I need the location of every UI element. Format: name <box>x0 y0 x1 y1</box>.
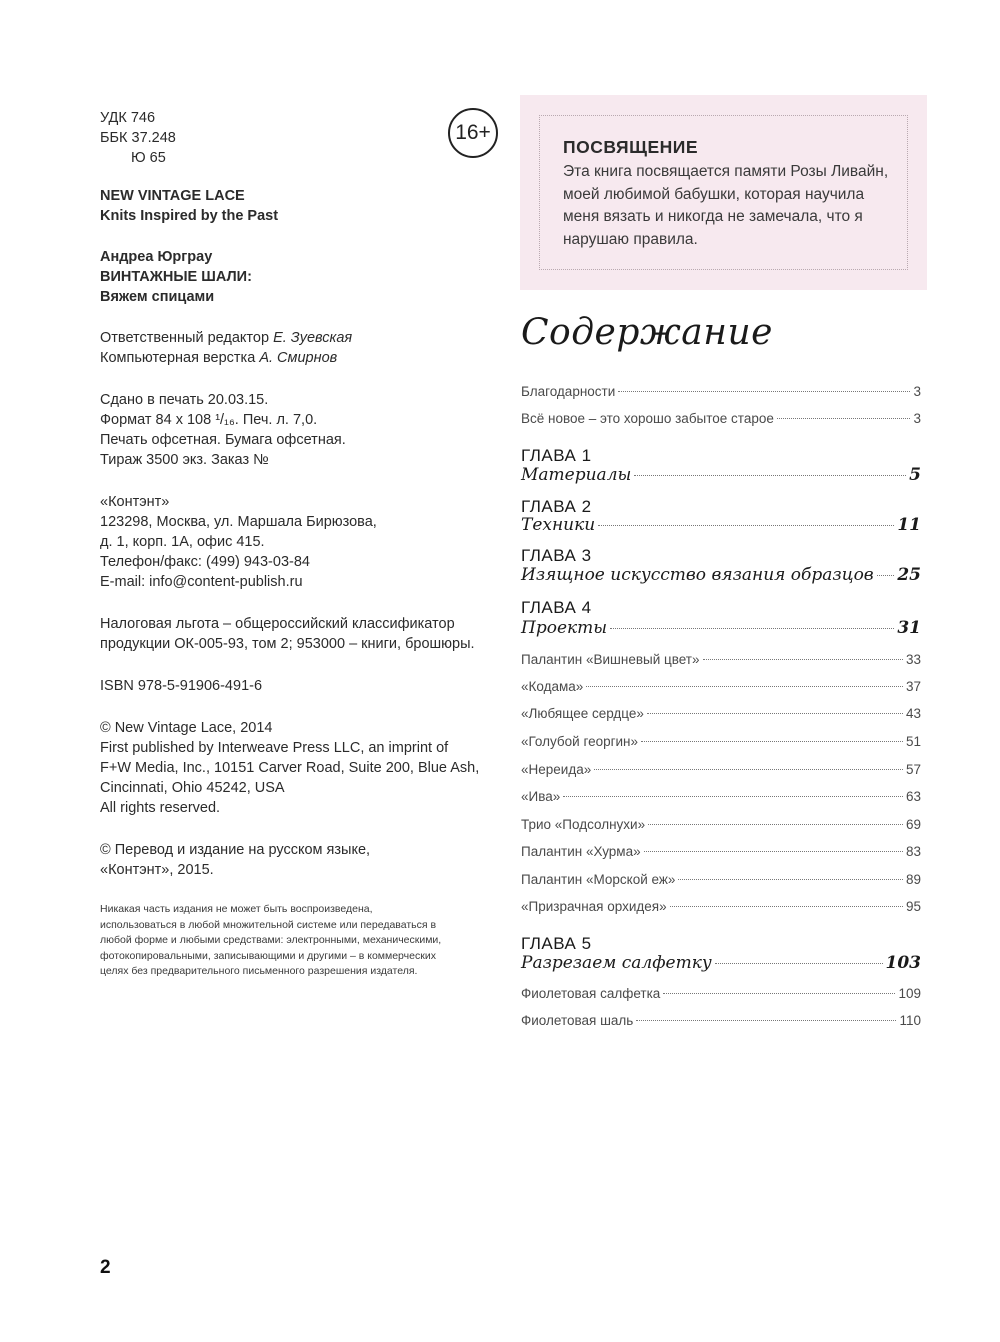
leader-dots <box>877 575 895 576</box>
tax-line: Налоговая льгота – общероссийский классификатор <box>100 616 455 632</box>
chapter-label: ГЛАВА 2 <box>521 497 592 516</box>
toc-entry-page: 43 <box>905 706 921 721</box>
translation-line: © Перевод и издание на русском языке, <box>100 842 371 858</box>
contents-title: Содержание <box>521 312 773 353</box>
toc-entry-title: «Призрачная орхидея» <box>521 899 667 914</box>
toc-chapter-entry[interactable] <box>521 618 921 638</box>
chapter-title: Изящное искусство вязания образцов <box>521 565 874 585</box>
notice-line: фотокопировальными, записывающими и другими – в коммерческих <box>100 949 436 962</box>
author-name: Андреа Юрграу <box>100 249 213 265</box>
toc-entry-title: Благодарности <box>521 384 616 399</box>
publisher-name: «Контэнт» <box>100 494 170 510</box>
leader-dots <box>670 906 903 907</box>
toc-entry[interactable] <box>521 384 921 399</box>
leader-dots <box>598 525 894 526</box>
dedication-title: ПОСВЯЩЕНИЕ <box>563 137 699 157</box>
page-number: 2 <box>100 1257 111 1278</box>
toc-entry-title: Палантин «Вишневый цвет» <box>521 652 700 667</box>
toc-entry-page: 3 <box>913 411 921 426</box>
toc-entry-page: 63 <box>905 789 921 804</box>
table-of-contents <box>521 0 921 1100</box>
isbn <box>100 676 500 696</box>
tax-line: продукции ОК-005-93, том 2; 953000 – книги, брошюры. <box>100 636 475 652</box>
original-title-line: NEW VINTAGE LACE <box>100 188 245 204</box>
editor-name: Е. Зуевская <box>273 330 353 346</box>
rights-notice <box>100 902 500 980</box>
chapter-title: Проекты <box>521 618 608 638</box>
original-title <box>100 186 500 226</box>
copyright-line: First published by Interweave Press LLC, an imprint of <box>100 740 449 756</box>
chapter-label: ГЛАВА 4 <box>521 598 592 617</box>
tax-info <box>100 614 500 654</box>
toc-entry-page: 69 <box>905 817 921 832</box>
leader-dots <box>777 418 911 419</box>
isbn-number: ISBN 978-5-91906-491-6 <box>100 678 263 694</box>
copyright-translation <box>100 840 500 880</box>
toc-entry-page: 110 <box>899 1013 921 1028</box>
copyright-original <box>100 718 500 818</box>
layout-name: А. Смирнов <box>259 350 338 366</box>
toc-entry[interactable] <box>521 679 921 694</box>
chapter-page: 25 <box>897 565 921 585</box>
chapter-label: ГЛАВА 3 <box>521 546 592 565</box>
publisher-email: E-mail: info@content-publish.ru <box>100 574 303 590</box>
classification-codes <box>100 108 500 168</box>
credits <box>100 328 500 368</box>
leader-dots <box>610 628 894 629</box>
bbk-code: ББК 37.248 <box>100 130 176 146</box>
leader-dots <box>644 851 903 852</box>
toc-entry-page: 95 <box>905 899 921 914</box>
toc-entry[interactable] <box>521 789 921 804</box>
leader-dots <box>641 741 903 742</box>
toc-entry-title: Фиолетовая салфетка <box>521 986 661 1001</box>
toc-entry[interactable] <box>521 1013 921 1028</box>
print-format: Формат 84 x 108 ¹/₁₆. Печ. л. 7,0. <box>100 412 318 428</box>
toc-entry[interactable] <box>521 872 921 887</box>
toc-entry-title: «Ива» <box>521 789 561 804</box>
notice-line: целях без предварительного письменного разрешения издателя. <box>100 965 418 977</box>
toc-entry-title: Палантин «Морской еж» <box>521 872 676 887</box>
book-title: ВИНТАЖНЫЕ ШАЛИ: <box>100 269 252 285</box>
toc-entry[interactable] <box>521 762 921 777</box>
print-date: Сдано в печать 20.03.15. <box>100 392 269 408</box>
toc-entry-title: Трио «Подсолнухи» <box>521 817 646 832</box>
notice-line: Никакая часть издания не может быть воспроизведена, <box>100 903 373 915</box>
toc-entry[interactable] <box>521 734 921 749</box>
toc-entry[interactable] <box>521 706 921 721</box>
dedication-text: Эта книга посвящается памяти Розы Ливайн, моей любимой бабушки, которая научила меня вязать и никогда не замечала, что я нарушаю правила. <box>563 163 889 248</box>
chapter-title: Материалы <box>521 465 632 485</box>
leader-dots <box>618 391 910 392</box>
notice-line: любой форме и любыми средствами: электронными, механическими, <box>100 934 442 946</box>
print-run: Тираж 3500 экз. Заказ № <box>100 452 269 468</box>
toc-entry-page: 33 <box>905 652 921 667</box>
chapter-title: Техники <box>521 515 596 535</box>
toc-entry[interactable] <box>521 844 921 859</box>
chapter-label: ГЛАВА 1 <box>521 446 592 465</box>
notice-line: использоваться в любой множительной системе или передаваться в <box>100 918 437 931</box>
toc-entry-page: 57 <box>905 762 921 777</box>
copyright-line: All rights reserved. <box>100 800 221 816</box>
toc-entry-title: Фиолетовая шаль <box>521 1013 634 1028</box>
publisher-address: 123298, Москва, ул. Маршала Бирюзова, <box>100 514 377 530</box>
copyright-line: Cincinnati, Ohio 45242, USA <box>100 780 285 796</box>
leader-dots <box>594 769 903 770</box>
print-info <box>100 390 500 470</box>
publisher-info <box>100 492 500 592</box>
leader-dots <box>703 659 903 660</box>
author-mark: Ю 65 <box>131 150 166 166</box>
toc-entry-page: 83 <box>905 844 921 859</box>
editor-label: Ответственный редактор <box>100 330 270 346</box>
toc-entry-page: 109 <box>898 986 921 1001</box>
copyright-line: © New Vintage Lace, 2014 <box>100 720 273 736</box>
leader-dots <box>634 475 906 476</box>
translation-line: «Контэнт», 2015. <box>100 862 214 878</box>
udk-code: УДК 746 <box>100 110 156 126</box>
original-subtitle-line: Knits Inspired by the Past <box>100 208 279 224</box>
editor-credit <box>100 328 500 348</box>
leader-dots <box>563 796 903 797</box>
publisher-address-2: д. 1, корп. 1А, офис 415. <box>100 534 265 550</box>
copyright-line: F+W Media, Inc., 10151 Carver Road, Suite 200, Blue Ash, <box>100 760 480 776</box>
toc-entry-title: «Кодама» <box>521 679 584 694</box>
toc-chapter-entry[interactable] <box>521 465 921 485</box>
toc-entry[interactable] <box>521 411 921 426</box>
chapter-title: Разрезаем салфетку <box>521 953 712 973</box>
toc-entry[interactable] <box>521 817 921 832</box>
chapter-page: 5 <box>909 465 921 485</box>
toc-entry-page: 51 <box>905 734 921 749</box>
chapter-page: 103 <box>885 953 921 973</box>
toc-entry[interactable] <box>521 652 921 667</box>
print-paper: Печать офсетная. Бумага офсетная. <box>100 432 346 448</box>
toc-entry[interactable] <box>521 986 921 1001</box>
layout-label: Компьютерная верстка <box>100 350 256 366</box>
toc-entry-page: 37 <box>905 679 921 694</box>
toc-entry-title: «Нереида» <box>521 762 592 777</box>
toc-entry[interactable] <box>521 899 921 914</box>
publisher-phone: Телефон/факс: (499) 943-03-84 <box>100 554 310 570</box>
leader-dots <box>586 686 903 687</box>
layout-credit <box>100 348 500 368</box>
leader-dots <box>678 879 903 880</box>
book-subtitle: Вяжем спицами <box>100 289 215 305</box>
toc-entry-title: «Голубой георгин» <box>521 734 639 749</box>
chapter-label: ГЛАВА 5 <box>521 934 592 953</box>
imprint-column <box>100 108 500 1002</box>
toc-chapter-entry[interactable] <box>521 565 921 585</box>
toc-chapter-entry[interactable] <box>521 953 921 973</box>
leader-dots <box>636 1020 896 1021</box>
leader-dots <box>648 824 903 825</box>
leader-dots <box>663 993 895 994</box>
toc-entry-title: Всё новое – это хорошо забытое старое <box>521 411 774 426</box>
toc-entry-page: 89 <box>905 872 921 887</box>
toc-entry-page: 3 <box>913 384 921 399</box>
toc-chapter-entry[interactable] <box>521 515 921 535</box>
russian-title <box>100 247 500 307</box>
leader-dots <box>715 963 883 964</box>
toc-entry-title: Палантин «Хурма» <box>521 844 641 859</box>
chapter-page: 11 <box>897 515 921 535</box>
leader-dots <box>647 713 903 714</box>
chapter-page: 31 <box>897 618 921 638</box>
age-rating-badge: 16+ <box>448 108 498 158</box>
toc-entry-title: «Любящее сердце» <box>521 706 644 721</box>
